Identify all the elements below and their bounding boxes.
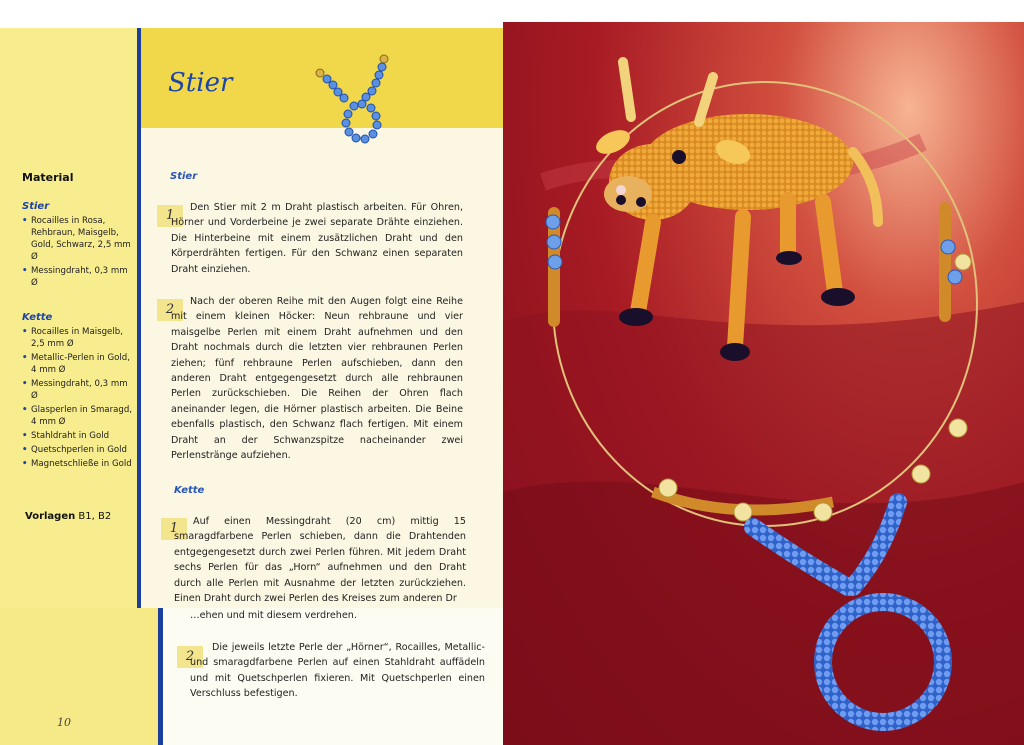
product-photo (503, 22, 1024, 745)
material-stier-list (22, 215, 137, 291)
material-stier-heading: Stier (22, 201, 50, 212)
list-item: • Quetschperlen in Gold (22, 444, 137, 456)
list-item: • Glasperlen in Smaragd, 4 mm Ø (22, 404, 137, 428)
templates-reference (25, 511, 111, 522)
step-number: 2 (157, 299, 183, 321)
templates-value: B1, B2 (78, 511, 112, 522)
material-kette-list (22, 326, 137, 472)
page-number: 10 (57, 716, 71, 729)
step-number: 1 (157, 205, 183, 227)
step-text: Nach der oberen Reihe mit den Augen folgt eine Reihe mit einem kleinen Höcker: Neun rehbraune und vier maisgelbe Perlen mit einem Draht aufnehmen und den Draht nochmals durch die letzten vier rehbraunen Perlen ziehen; fünf rehbraune Perlen aufschieben, dann den anderen Draht entgegengesetzt durch alle rehbraunen Perlen zurückschieben. Die Reihen der Ohren flach aneinander legen, die Hörner plastisch arbeiten. Die Beine ebenfalls plastisch, den Schwanz flach fertigen. Mit einem Draht an der Schwanzspitze nacheinander zwei Perlenstränge aufziehen. (171, 296, 463, 462)
templates-label: Vorlagen (25, 511, 76, 522)
kette-instructions-heading: Kette (174, 485, 205, 496)
stier-instructions-heading: Stier (170, 171, 198, 182)
taurus-bead-icon (300, 54, 410, 154)
step-text: Den Stier mit 2 m Draht plastisch arbeiten. Für Ohren, Hörner und Vorderbeine je zwei separate Drähte einziehen. Die Hinterbeine mit einem zusätzlichen Draht und den Körperdrähten fertigen. Für den Schwanz einen separaten Draht einziehen. (171, 202, 463, 275)
left-page-lower (0, 608, 527, 745)
material-kette-heading: Kette (22, 312, 53, 323)
left-page (0, 28, 503, 608)
list-item: • Messingdraht, 0,3 mm Ø (22, 265, 137, 289)
step-number: 2 (177, 646, 203, 668)
material-heading: Material (22, 171, 74, 184)
step-text-continued: …ehen und mit diesem verdrehen. (190, 610, 357, 621)
material-sidebar-lower (0, 608, 160, 745)
list-item: • Magnetschließe in Gold (22, 458, 137, 470)
list-item: • Metallic-Perlen in Gold, 4 mm Ø (22, 352, 137, 376)
list-item: • Rocailles in Rosa, Rehbraun, Maisgelb, Gold, Schwarz, 2,5 mm Ø (22, 215, 137, 263)
list-item: • Messingdraht, 0,3 mm Ø (22, 378, 137, 402)
list-item: • Stahldraht in Gold (22, 430, 137, 442)
step-text: Auf einen Messingdraht (20 cm) mittig 15 smaragdfarbene Perlen schieben, dann die Drahtenden entgegengesetzt durch zwei Perlen führen. Mit jedem Draht sechs Perlen für das „Horn“ aufnehmen und den Draht durch alle Perlen mit Ausnahme der letzten zurückziehen. Einen Draht durch zwei Perlen des Kreises zum anderen Dr (174, 516, 466, 605)
beaded-bull-figure (503, 22, 1024, 745)
page-title: Stier (168, 68, 233, 98)
step-number: 1 (161, 518, 187, 540)
step-text: Die jeweils letzte Perle der „Hörner“, Rocailles, Metallic- und smaragdfarbene Perlen auf einen Stahldraht auffädeln und mit Quetschperlen fixieren. Mit Quetschperlen einen Verschluss befestigen. (190, 642, 485, 700)
list-item: • Rocailles in Maisgelb, 2,5 mm Ø (22, 326, 137, 350)
